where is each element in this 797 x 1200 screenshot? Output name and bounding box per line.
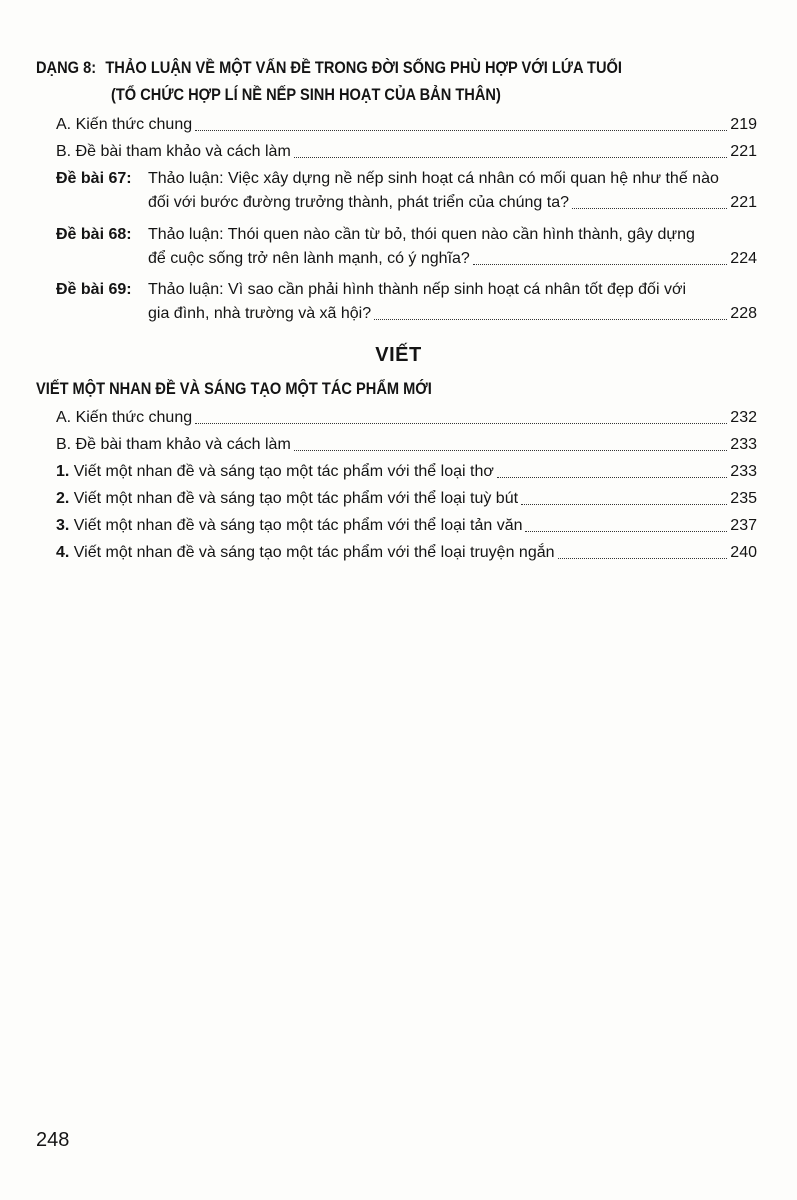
section-prefix: DẠNG 8: (36, 58, 97, 77)
topic-line-1: Thảo luận: Vì sao cần phải hình thành nếp sinh hoạt cá nhân tốt đẹp đối với (148, 281, 686, 298)
entry-number: 3. (56, 517, 70, 534)
leader-dots (294, 449, 728, 451)
topic-label: Đề bài 69: (56, 281, 132, 298)
toc-entry[interactable] (56, 514, 757, 538)
topic-line-2: để cuộc sống trở nên lành mạnh, có ý nghĩa? (148, 250, 470, 267)
toc-entry[interactable] (56, 406, 757, 430)
leader-dots (195, 422, 727, 424)
topic-label: Đề bài 68: (56, 226, 132, 243)
toc-entry-text: A. Kiến thức chung (56, 116, 193, 133)
leader-dots (521, 503, 727, 505)
topic-line-1: Thảo luận: Việc xây dựng nề nếp sinh hoạt cá nhân có mối quan hệ như thế nào (148, 170, 719, 187)
section-title-line-2: (TỔ CHỨC HỢP LÍ NỀ NẾP SINH HOẠT CỦA BẢN THÂN) (111, 85, 501, 104)
toc-entry-page: 219 (730, 116, 757, 133)
toc-entry[interactable] (56, 140, 757, 164)
entry-number: 1. (56, 463, 70, 480)
toc-entry[interactable] (56, 541, 757, 565)
toc-entry-text: B. Đề bài tham khảo và cách làm (56, 436, 291, 453)
leader-dots (525, 530, 727, 532)
toc-entry-text: Viết một nhan đề và sáng tạo một tác phẩm với thể loại tuỳ bút (73, 490, 519, 507)
topic-line-1: Thảo luận: Thói quen nào cần từ bỏ, thói quen nào cần hình thành, gây dựng (148, 226, 695, 243)
page-number: 248 (36, 1129, 70, 1151)
toc-entry-page: 224 (730, 250, 757, 267)
entry-number: 4. (56, 544, 70, 561)
toc-entry[interactable] (56, 487, 757, 511)
toc-entry-page: 221 (730, 143, 757, 160)
toc-entry-page: 240 (730, 544, 757, 561)
topic-line-2: đối với bước đường trưởng thành, phát triển của chúng ta? (148, 194, 570, 211)
toc-entry-text: Viết một nhan đề và sáng tạo một tác phẩm với thể loại tản văn (73, 517, 523, 534)
toc-topic-67[interactable] (56, 167, 757, 217)
topic-line-2: gia đình, nhà trường và xã hội? (148, 305, 372, 322)
leader-dots (473, 263, 727, 265)
toc-entry-page: 232 (730, 409, 757, 426)
section-heading-viet: VIẾT MỘT NHAN ĐỀ VÀ SÁNG TẠO MỘT TÁC PHẨM MỚI (36, 379, 432, 398)
toc-entry-text: A. Kiến thức chung (56, 409, 193, 426)
toc-entry-page: 237 (730, 517, 757, 534)
entry-number: 2. (56, 490, 70, 507)
toc-entry[interactable] (56, 460, 757, 484)
leader-dots (572, 207, 727, 209)
leader-dots (374, 318, 727, 320)
leader-dots (558, 557, 728, 559)
toc-entry-text: Viết một nhan đề và sáng tạo một tác phẩm với thể loại truyện ngắn (73, 544, 555, 561)
section-heading-dang-8 (36, 56, 622, 80)
leader-dots (294, 156, 728, 158)
topic-label: Đề bài 67: (56, 170, 132, 187)
toc-topic-68[interactable] (56, 223, 757, 273)
toc-entry[interactable] (56, 113, 757, 137)
toc-entry-page: 233 (730, 463, 757, 480)
toc-topic-69[interactable] (56, 278, 757, 328)
leader-dots (497, 476, 727, 478)
toc-entry-page: 235 (730, 490, 757, 507)
toc-entry[interactable] (56, 433, 757, 457)
toc-entry-page: 228 (730, 305, 757, 322)
toc-entry-text: Viết một nhan đề và sáng tạo một tác phẩm với thể loại thơ (73, 463, 494, 480)
section-title-viet: VIẾT (375, 344, 422, 366)
toc-entry-page: 221 (730, 194, 757, 211)
leader-dots (195, 129, 727, 131)
toc-entry-text: B. Đề bài tham khảo và cách làm (56, 143, 291, 160)
section-title-line-1: THẢO LUẬN VỀ MỘT VẤN ĐỀ TRONG ĐỜI SỐNG PHÙ HỢP VỚI LỨA TUỔI (105, 58, 622, 77)
toc-entry-page: 233 (730, 436, 757, 453)
